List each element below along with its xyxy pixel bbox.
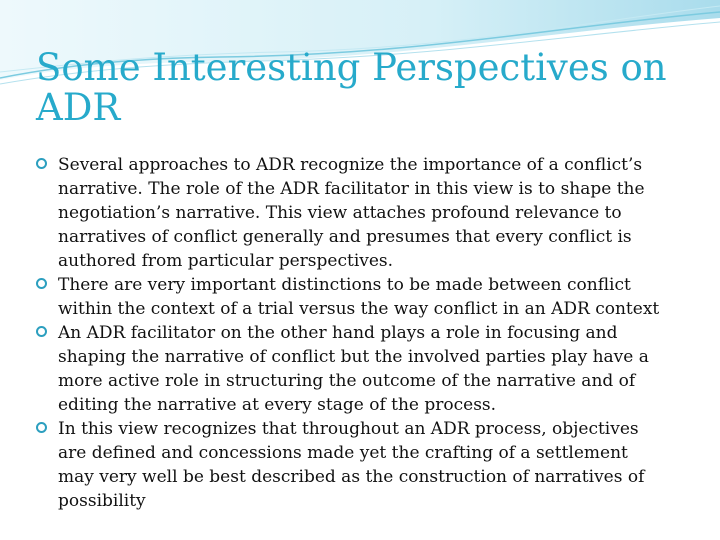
bullet-item xyxy=(36,417,661,513)
hollow-circle-bullet-icon xyxy=(36,278,47,289)
bullet-item xyxy=(36,321,661,417)
hollow-circle-bullet-icon xyxy=(36,158,47,169)
bullet-text: In this view recognizes that throughout an ADR process, objectives are defined and concessions made yet the crafting of a settlement may very well be best described as the construction of narratives of possibility xyxy=(58,419,645,511)
bullet-text: Several approaches to ADR recognize the importance of a conflict’s narrative. The role of the ADR facilitator in this view is to shape the negotiation’s narrative. This view attaches profound relevance to narratives of conflict generally and presumes that every conflict is authored from particular perspectives. xyxy=(58,155,645,271)
bullet-list xyxy=(36,153,661,513)
hollow-circle-bullet-icon xyxy=(36,422,47,433)
bullet-item xyxy=(36,273,661,321)
slide-title: Some Interesting Perspectives on ADR xyxy=(36,46,667,129)
bullet-item xyxy=(36,153,661,273)
hollow-circle-bullet-icon xyxy=(36,326,47,337)
bullet-text: An ADR facilitator on the other hand plays a role in focusing and shaping the narrative of conflict but the involved parties play have a more active role in structuring the outcome of the narrative and of editing the narrative at every stage of the process. xyxy=(58,323,649,415)
bullet-text: There are very important distinctions to be made between conflict within the context of a trial versus the way conflict in an ADR context xyxy=(58,275,660,319)
